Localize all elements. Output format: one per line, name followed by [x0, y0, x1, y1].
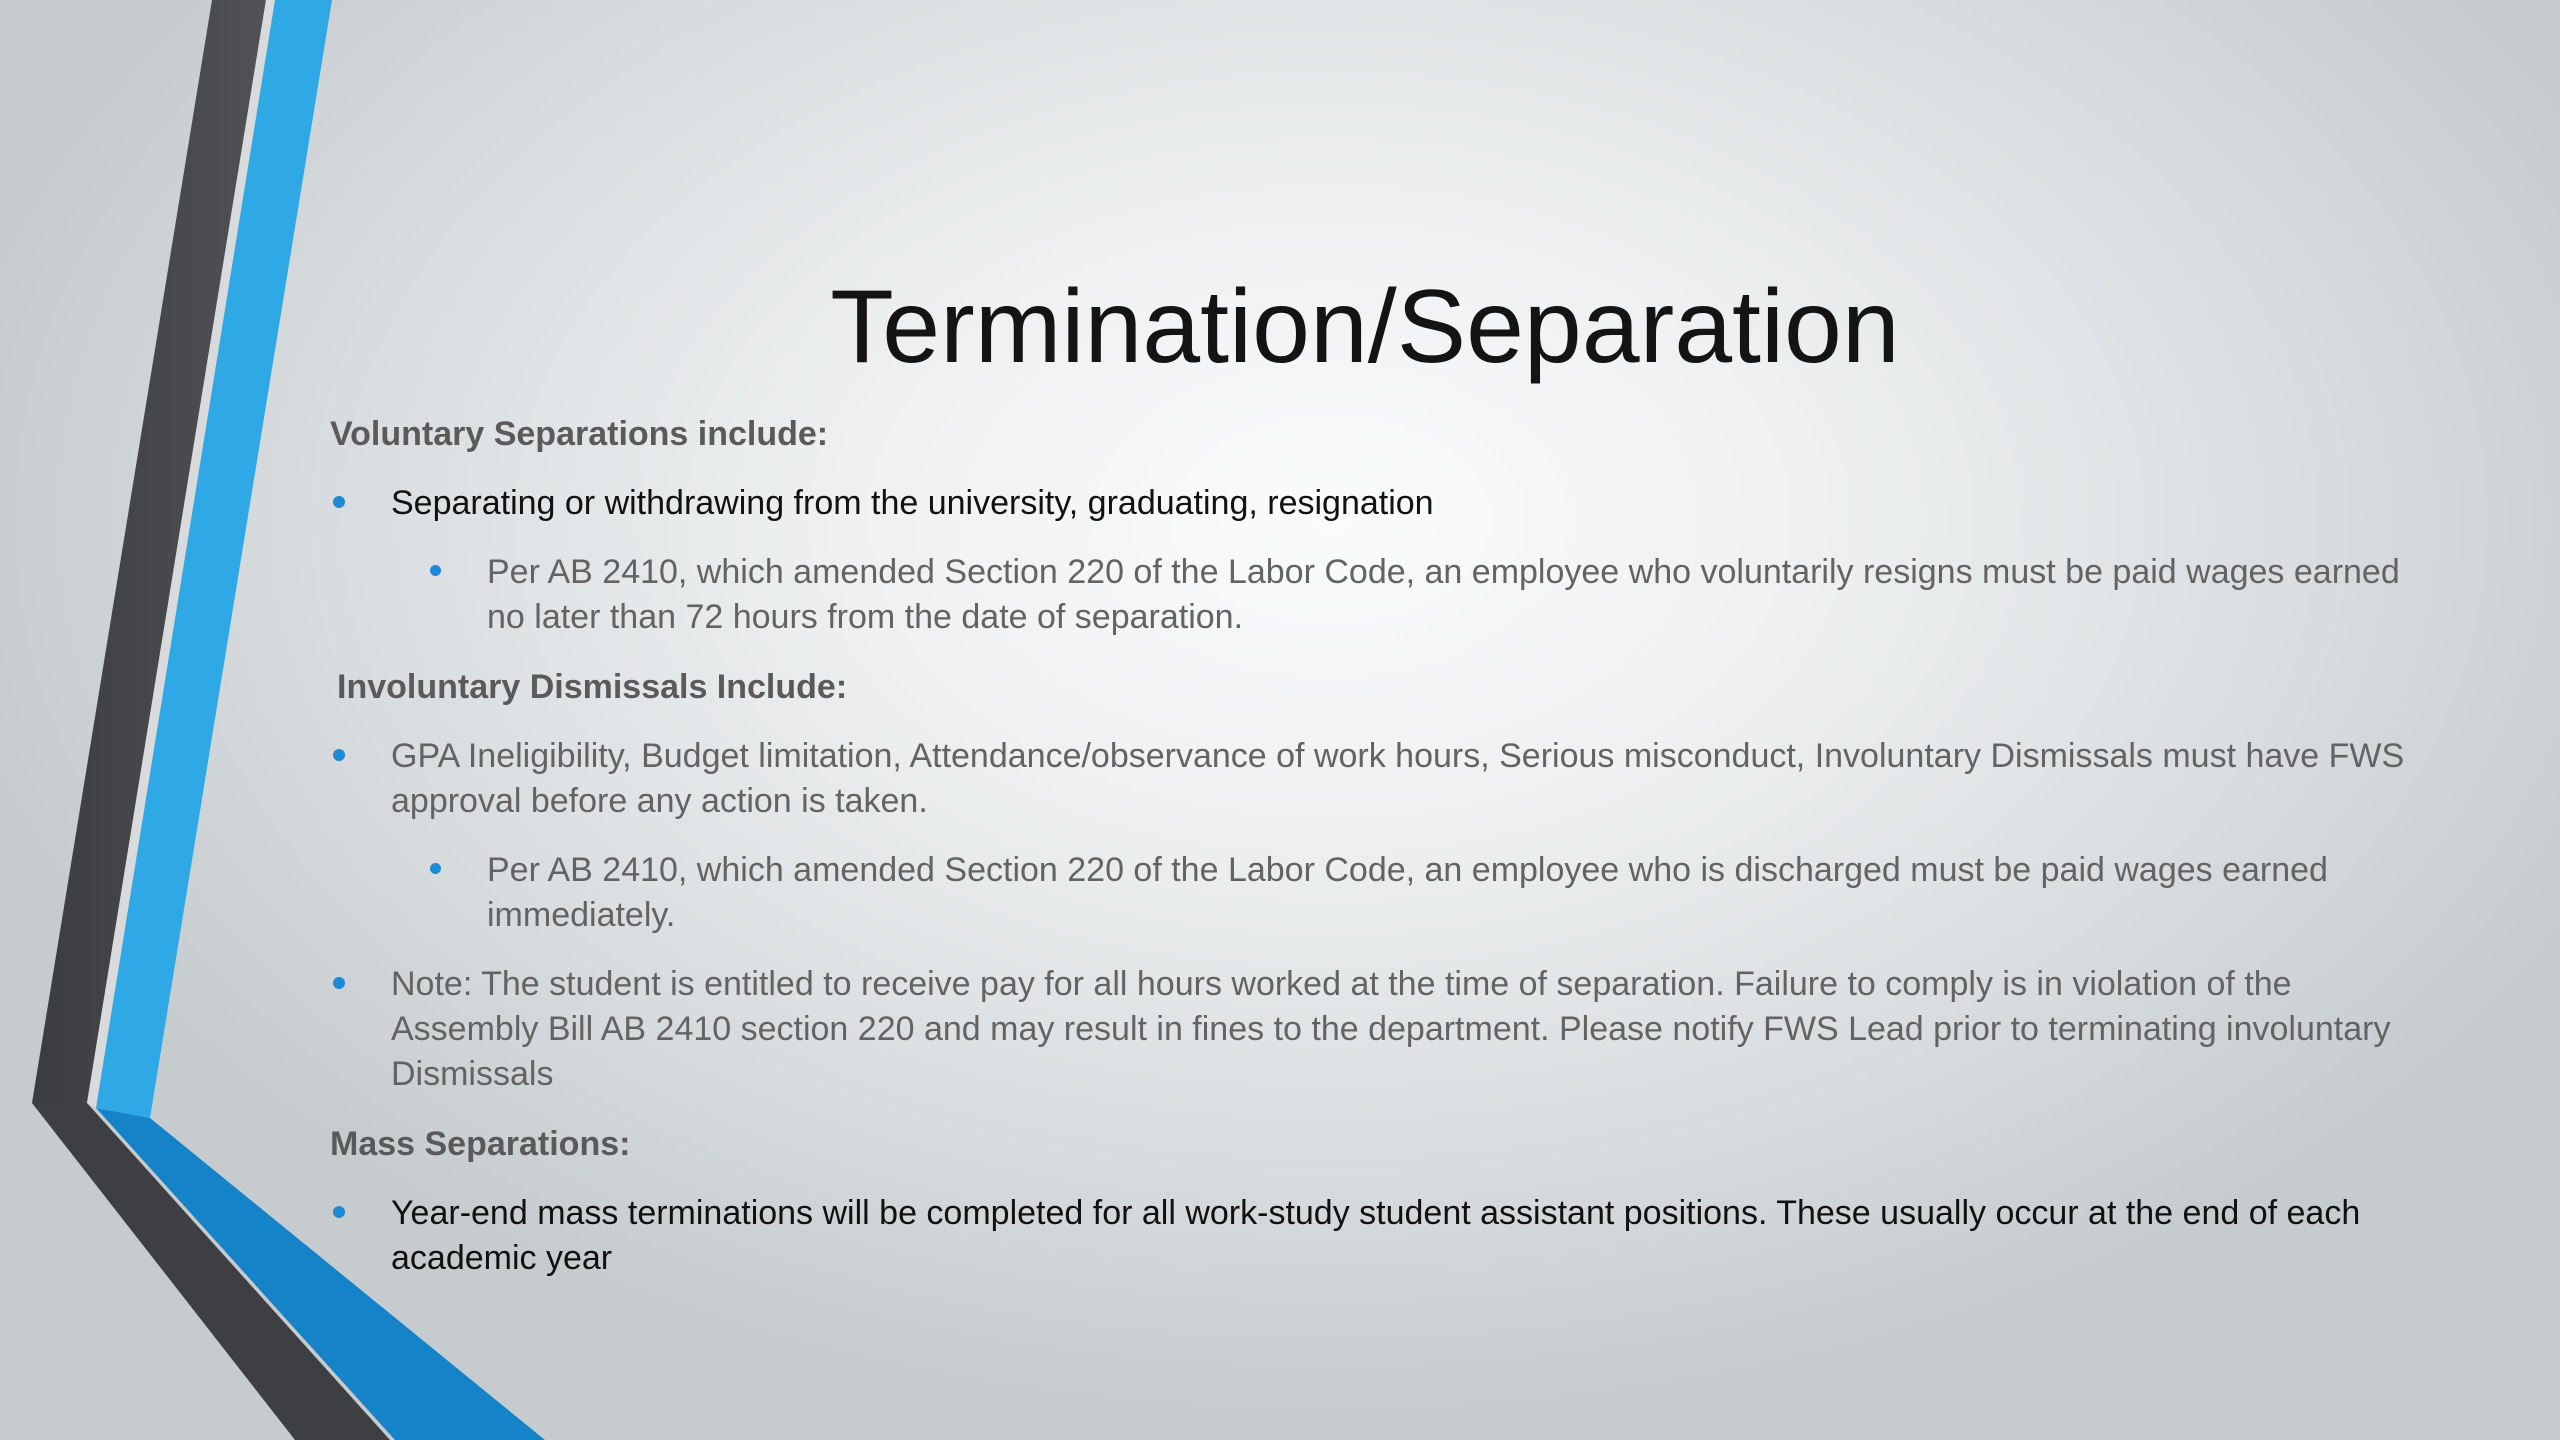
section-heading-mass: Mass Separations:	[330, 1125, 631, 1163]
bullet-dot-icon	[430, 565, 441, 576]
sub-bullet-item	[330, 848, 2420, 938]
bullet-item	[330, 481, 2420, 526]
slide-body	[330, 412, 2420, 1281]
bullet-text: GPA Ineligibility, Budget limitation, Attendance/observance of work hours, Serious misconduct, Involuntary Dismissals must have FWS approval before any action is taken.	[391, 737, 2405, 820]
bullet-dot-icon	[333, 749, 345, 761]
bullet-text: Year-end mass terminations will be completed for all work-study student assistant positions. These usually occur at the end of each academic year	[391, 1194, 2361, 1277]
bullet-item	[330, 734, 2420, 824]
bullet-dot-icon	[333, 977, 345, 989]
sub-bullet-text: Per AB 2410, which amended Section 220 of the Labor Code, an employee who is discharged must be paid wages earned immediately.	[487, 851, 2328, 934]
bullet-dot-icon	[333, 1206, 345, 1218]
sub-bullet-text: Per AB 2410, which amended Section 220 of the Labor Code, an employee who voluntarily resigns must be paid wages earned no later than 72 hours from the date of separation.	[487, 553, 2400, 636]
section-heading-voluntary: Voluntary Separations include:	[330, 415, 829, 453]
section-heading-involuntary: Involuntary Dismissals Include:	[337, 668, 848, 706]
bullet-item-note	[330, 962, 2420, 1097]
bullet-item	[330, 1191, 2420, 1281]
slide-title: Termination/Separation	[830, 269, 1900, 385]
bullet-dot-icon	[333, 496, 345, 508]
bullet-dot-icon	[430, 863, 441, 874]
light-gap-stripe	[87, 0, 275, 1108]
bullet-text: Separating or withdrawing from the university, graduating, resignation	[391, 484, 1434, 522]
sub-bullet-item	[330, 550, 2420, 640]
bullet-text: Note: The student is entitled to receive pay for all hours worked at the time of separation. Failure to comply is in violation of the Assembly Bill AB 2410 section 220 and may result in fines to the department. Please notify FWS Lead prior to terminating involuntary Dismissals	[391, 965, 2391, 1093]
